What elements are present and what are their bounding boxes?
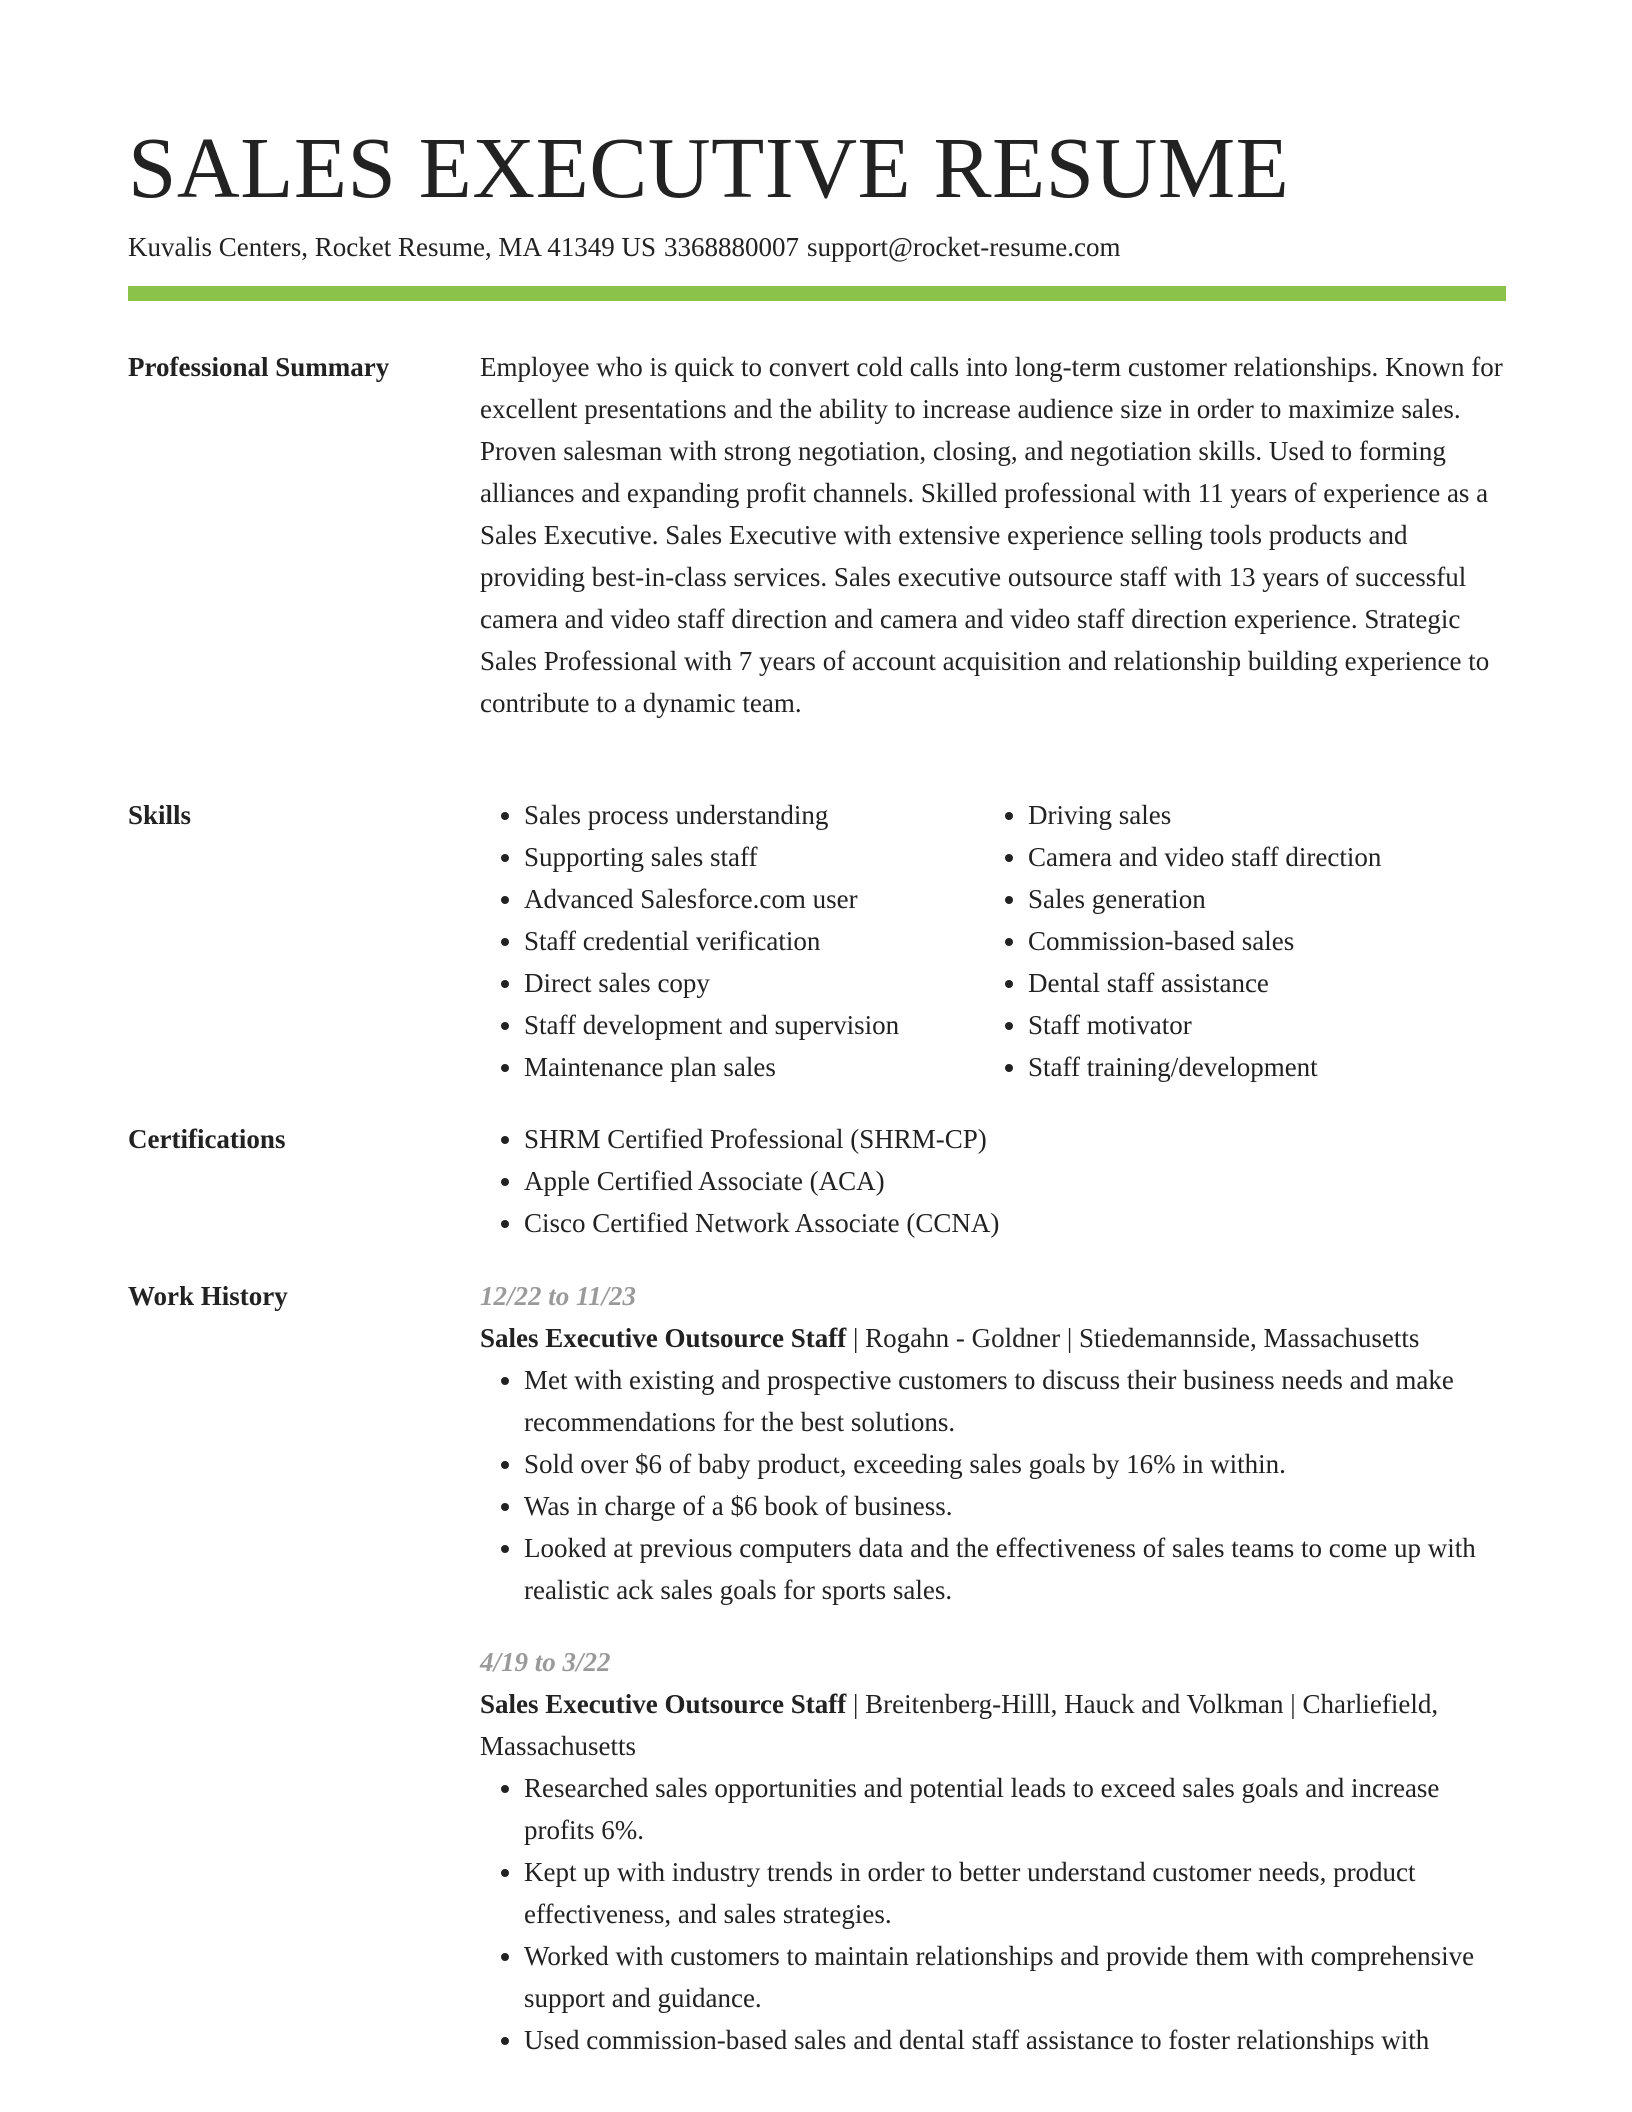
work-history-body [480, 1275, 1506, 2091]
skill-item: • Staff development and supervision [524, 1004, 984, 1046]
skill-item: • Direct sales copy [524, 962, 984, 1004]
skills-label: Skills [128, 800, 192, 830]
skills-list-right [984, 794, 1488, 1088]
contact-phone: 3368880007 [663, 232, 799, 262]
skill-item: • Advanced Salesforce.com user [524, 878, 984, 920]
summary-body [480, 346, 1506, 724]
skill-item: • Supporting sales staff [524, 836, 984, 878]
job-bullet: • Worked with customers to maintain relationships and provide them with comprehensive support and guidance. [524, 1935, 1506, 2019]
certifications-label: Certifications [128, 1124, 286, 1154]
skill-item: • Driving sales [1028, 794, 1488, 836]
job-bullet: • Used commission-based sales and dental staff assistance to foster relationships with [524, 2019, 1506, 2061]
resume-title: SALES EXECUTIVE RESUME [128, 119, 1290, 216]
job-dates: 4/19 to 3/22 [480, 1647, 611, 1677]
job-title-line [480, 1317, 1506, 1359]
summary-label: Professional Summary [128, 352, 390, 382]
skill-item: • Sales process understanding [524, 794, 984, 836]
skills-section [128, 794, 1506, 1094]
certification-item: • Cisco Certified Network Associate (CCNA) [524, 1202, 1506, 1244]
job-title: Sales Executive Outsource Staff [480, 1323, 847, 1353]
job-bullet: • Was in charge of a $6 book of business. [524, 1485, 1506, 1527]
skill-item: • Maintenance plan sales [524, 1046, 984, 1088]
job-bullet-list [480, 1767, 1506, 2061]
header-accent-divider [128, 286, 1506, 301]
skill-item: • Camera and video staff direction [1028, 836, 1488, 878]
skill-item: • Dental staff assistance [1028, 962, 1488, 1004]
summary-section [128, 346, 1506, 776]
job-entry [480, 1275, 1506, 1611]
certifications-body [480, 1118, 1506, 1244]
summary-text: Employee who is quick to convert cold calls into long-term customer relationships. Known for excellent presentations and the ability to increase audience size in order to maximize sales. Proven salesman with strong negotiation, closing, and negotiation skills. Used to forming alliances and expanding profit channels. Skilled professional with 11 years of experience as a Sales Executive. Sales Executive with extensive experience selling tools products and providing best-in-class services. Sales executive outsource staff with 13 years of successful camera and video staff direction and camera and video staff direction experience. Strategic Sales Professional with 7 years of account acquisition and relationship building experience to contribute to a dynamic team. [480, 352, 1503, 718]
job-bullet: • Sold over $6 of baby product, exceeding sales goals by 16% in within. [524, 1443, 1506, 1485]
job-bullet: • Met with existing and prospective customers to discuss their business needs and make recommendations for the best solutions. [524, 1359, 1506, 1443]
skills-column-left [480, 794, 984, 1088]
skill-item: • Sales generation [1028, 878, 1488, 920]
job-bullet-list [480, 1359, 1506, 1611]
contact-email: support@rocket-resume.com [806, 232, 1121, 262]
certifications-section [128, 1118, 1506, 1258]
job-company-location: | Rogahn - Goldner | Stiedemannside, Massachusetts [846, 1323, 1420, 1353]
resume-header [128, 118, 1506, 264]
skills-body [480, 794, 1506, 1088]
skills-column-right [984, 794, 1488, 1088]
certification-item: • Apple Certified Associate (ACA) [524, 1160, 1506, 1202]
skill-item: • Commission-based sales [1028, 920, 1488, 962]
skill-item: • Staff credential verification [524, 920, 984, 962]
job-bullet: • Researched sales opportunities and potential leads to exceed sales goals and increase profits 6%. [524, 1767, 1506, 1851]
contact-address: Kuvalis Centers, Rocket Resume, MA 41349 US [128, 232, 656, 262]
certifications-list [480, 1118, 1506, 1244]
skill-item: • Staff training/development [1028, 1046, 1488, 1088]
job-dates: 12/22 to 11/23 [480, 1281, 637, 1311]
job-bullet: • Kept up with industry trends in order to better understand customer needs, product effectiveness, and sales strategies. [524, 1851, 1506, 1935]
certification-item: • SHRM Certified Professional (SHRM-CP) [524, 1118, 1506, 1160]
job-company-location: | Breitenberg-Hilll, Hauck and Volkman | Charliefield, Massachusetts [480, 1689, 1439, 1761]
job-title-line [480, 1683, 1506, 1767]
contact-line [128, 230, 1506, 264]
skills-list-left [480, 794, 984, 1088]
job-title: Sales Executive Outsource Staff [480, 1689, 847, 1719]
job-bullet: • Looked at previous computers data and the effectiveness of sales teams to come up with realistic ack sales goals for sports sales. [524, 1527, 1506, 1611]
skill-item: • Staff motivator [1028, 1004, 1488, 1046]
job-entry [480, 1641, 1506, 2061]
work-history-label: Work History [128, 1281, 288, 1311]
work-history-section [128, 1275, 1506, 2112]
